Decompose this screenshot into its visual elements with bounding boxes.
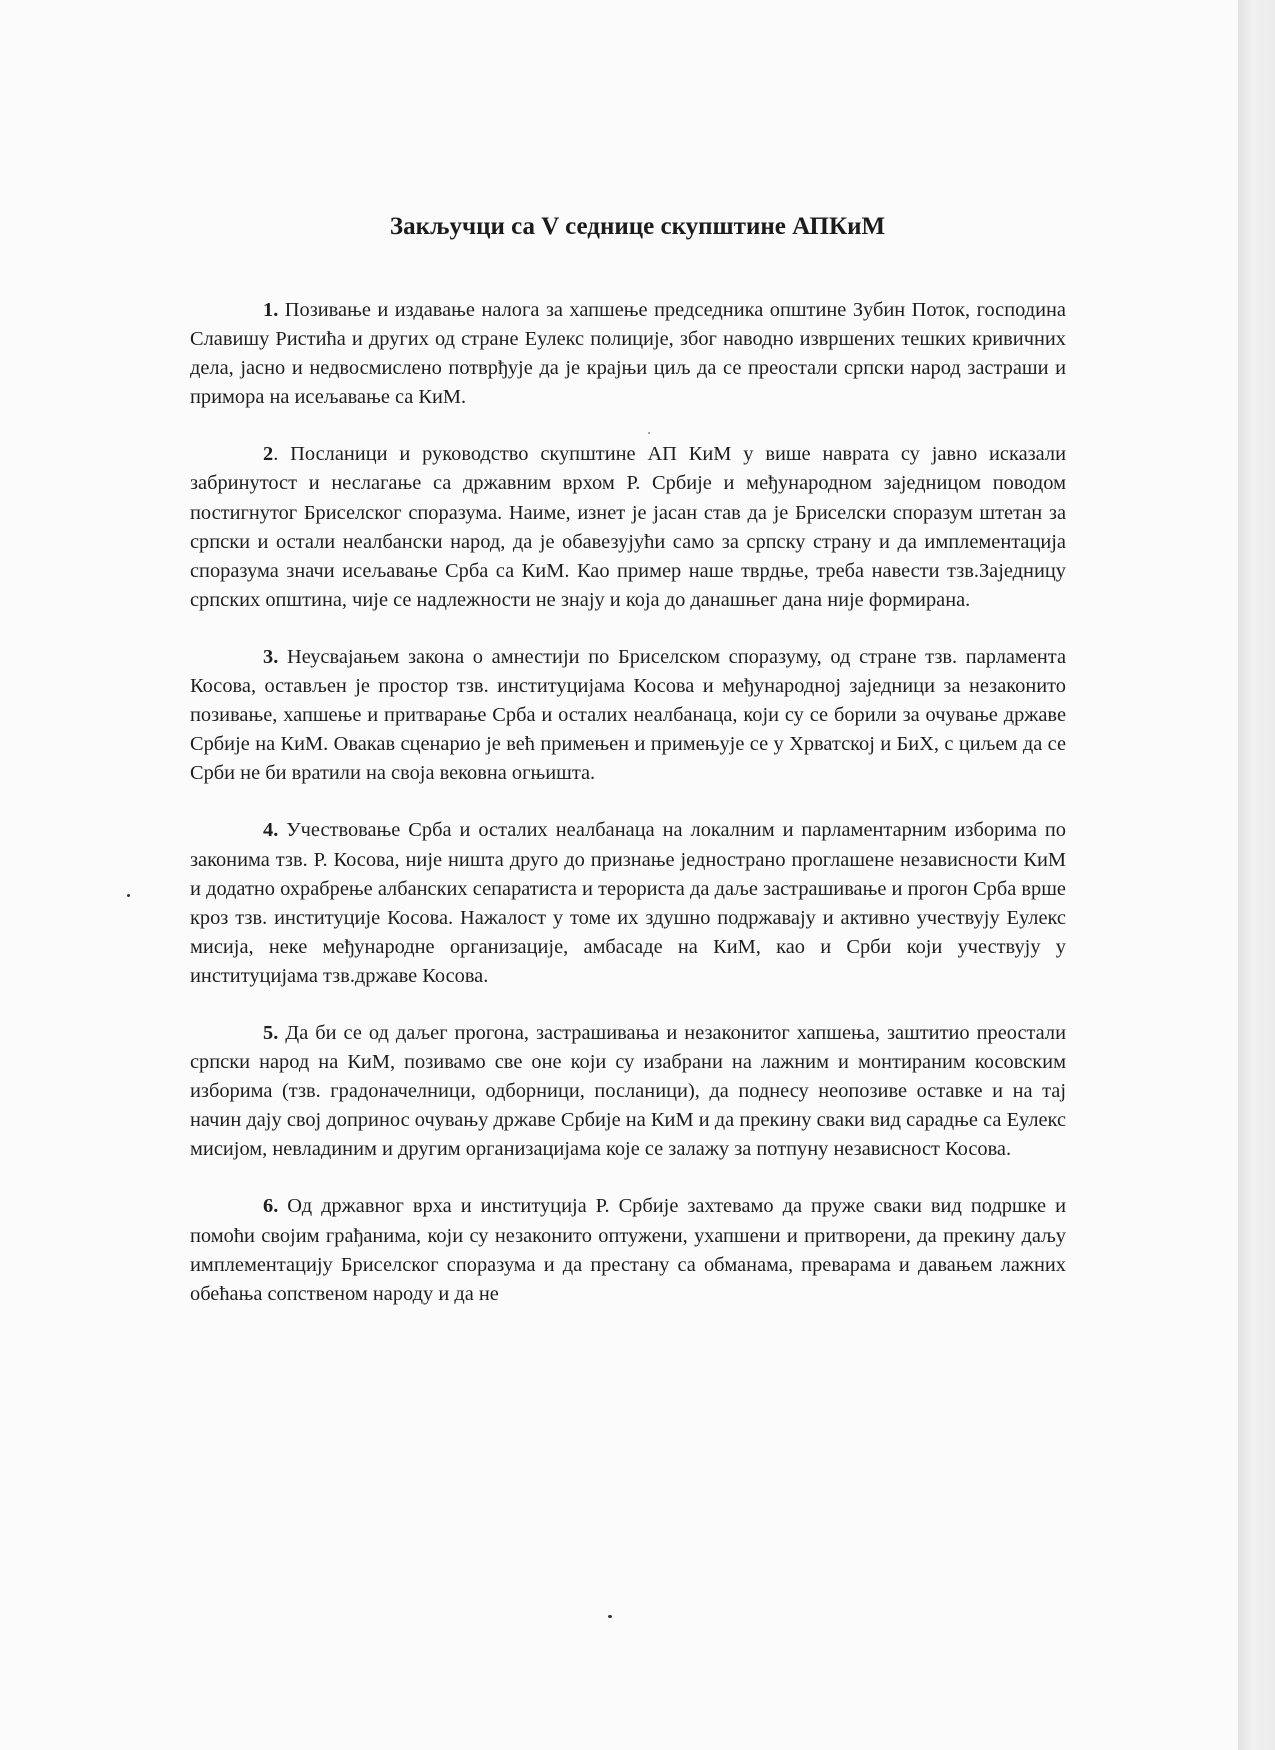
- scan-speck: [648, 432, 650, 434]
- paragraph-number: 1.: [263, 299, 279, 321]
- paragraph-text: Да би се од даљег прогона, застрашивања и незаконитог хапшења, заштитио преостали српски народ на КиМ, позивамо све оне који су изабрани на лажним и монтираним косовским изборима (тзв. градоначелници, одборници, посланици), да поднесу неопозиве оставке и на тај начин дају свој допринос очувању државе Србије на КиМ и да прекину сваки вид сарадње са Еулекс мисијом, невладиним и другим организацијама које се залажу за потпуну независност Косова.: [190, 1021, 1066, 1161]
- scanner-background-edge: [1238, 0, 1275, 1750]
- scan-speck: [608, 1615, 612, 1618]
- paragraph-number: 4.: [263, 819, 279, 842]
- document-body: [190, 296, 1066, 1337]
- paragraph-text: . Посланици и руководство скупштине АП КиМ у више наврата су јавно исказали забринутост и неслагање са државним врхом Р. Србије и међународном заједницом поводом постигнутог Бриселског споразума. Наиме, изнет је јасан став да је Бриселски споразум штетан за српски и остали неалбански народ, да је обавезујући само за српску страну и да имплементација споразума значи исељавање Срба са КиМ. Као пример наше тврдње, треба навести тзв.Заједницу српских општина, чије се надлежности не знају и која до данашњег дана није формирана.: [190, 443, 1066, 611]
- paragraph-number: 3.: [263, 645, 279, 668]
- paragraph-text: Позивање и издавање налога за хапшење председника општине Зубин Поток, господина Славишу Ристића и других од стране Еулекс полиције, због наводно извршених тешких кривичних дела, јасно и недвосмислено потврђује да је крајњи циљ да се преостали српски народ застраши и примора на исељавање са КиМ.: [190, 299, 1066, 409]
- paragraph-text: Неусвајањем закона о амнестији по Бриселском споразуму, од стране тзв. парламента Косова, остављен је простор тзв. институцијама Косова и међународној заједници за незаконито позивање, хапшење и притварање Срба и осталих неалбанаца, који су се борили за очување државе Србије на КиМ. Овакав сценарио је већ примењен и примењује се у Хрватској и БиХ, с циљем да се Срби не би вратили на своја вековна огњишта.: [190, 645, 1066, 785]
- paragraph-4: [190, 816, 1066, 991]
- paragraph-number: 6.: [263, 1195, 279, 1218]
- scan-speck: [127, 894, 130, 897]
- paragraph-number: 2: [263, 443, 274, 466]
- document-title: Закључци са V седнице скупштине АПКиМ: [389, 213, 886, 240]
- paragraph-3: [190, 643, 1066, 788]
- paragraph-1: [190, 296, 1066, 412]
- paragraph-text: Учествовање Срба и осталих неалбанаца на локалним и парламентарним изборима по законима тзв. Р. Косова, није ништа друго до признање једнострано проглашене независности КиМ и додатно охрабрење албанских сепаратиста и терориста да даље застрашивање и прогон Срба врше кроз тзв. институције Косова. Нажалост у томе их здушно подржавају и активно учествују Еулекс мисија, неке међународне организације, амбасаде на КиМ, као и Срби који учествују у институцијама тзв.државе Косова.: [190, 819, 1066, 987]
- paragraph-2: [190, 440, 1066, 615]
- paragraph-5: [190, 1019, 1066, 1164]
- paragraph-number: 5.: [263, 1021, 279, 1044]
- paragraph-text: Од државног врха и институција Р. Србије захтевамо да пруже сваки вид подршке и помоћи својим грађанима, који су незаконито оптужени, ухапшени и притворени, да прекину даљу имплементацију Бриселског споразума и да престану са обманама, преварама и давањем лажних обећања сопственом народу и да не: [190, 1195, 1066, 1305]
- paragraph-6: [190, 1192, 1066, 1308]
